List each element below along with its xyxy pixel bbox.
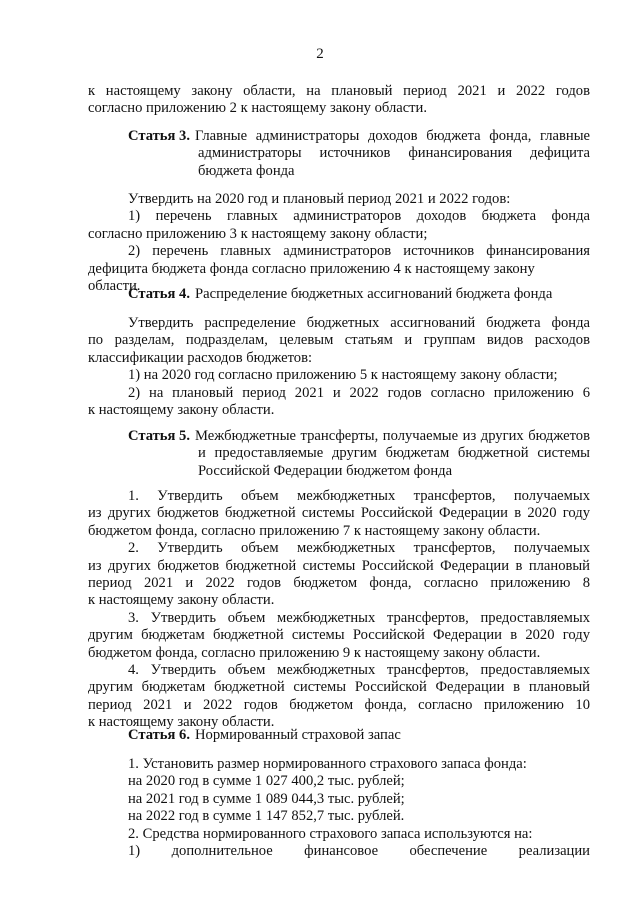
article-title-line: бюджета фонда [198, 162, 295, 179]
article-title-line: Главные администраторы доходов бюджета фонда, главные [195, 128, 590, 144]
article-title-line: Распределение бюджетных ассигнований бюджета фонда [195, 286, 553, 302]
text-line: согласно приложению 2 к настоящему закону области. [88, 100, 428, 117]
text-line: на 2021 год в сумме 1 089 044,3 тыс. рублей; [128, 790, 405, 807]
text-line: период 2021 и 2022 годов бюджетом фонда, согласно приложению 8 [88, 575, 590, 592]
text-line: 1) перечень главных администраторов доходов бюджета фонда [128, 208, 590, 225]
text-line: 2. Средства нормированного страхового запаса используются на: [128, 825, 533, 842]
text-line: 1. Утвердить объем межбюджетных трансфертов, получаемых [128, 488, 590, 504]
article-label: Статья 4. [128, 286, 190, 302]
article-title-line: и предоставляемые другим бюджетам бюджетной системы [198, 445, 590, 462]
article-title-line: Российской Федерации бюджетом фонда [198, 462, 453, 479]
text-line: 2. Утвердить объем межбюджетных трансфертов, получаемых [128, 540, 590, 557]
text-line: другим бюджетам бюджетной системы Российской Федерации в плановый [88, 679, 590, 696]
text-line: к настоящему закону области. [88, 592, 275, 609]
article-5-heading [128, 428, 590, 480]
article-label: Статья 3. [128, 128, 190, 144]
text-line: 1) на 2020 год согласно приложению 5 к настоящему закону области; [128, 367, 558, 384]
page-number: 2 [316, 46, 324, 62]
text-line: дефицита бюджета фонда согласно приложению 4 к настоящему закону области. [88, 260, 535, 295]
text-line: период 2021 и 2022 годов бюджетом фонда, согласно приложению 10 [88, 696, 590, 713]
article-3-body [88, 191, 590, 295]
text-line: к настоящему закону области. [88, 402, 275, 419]
article-title-line: Межбюджетные трансферты, получаемые из других бюджетов [195, 428, 590, 444]
text-line: Утвердить распределение бюджетных ассигнований бюджета фонда [128, 315, 590, 331]
text-line: классификации расходов бюджетов: [88, 349, 313, 366]
text-line: 1) дополнительное финансовое обеспечение реализации [128, 843, 590, 860]
text-line: бюджетом фонда, согласно приложению 7 к настоящему закону области. [88, 522, 541, 539]
text-line: Утвердить на 2020 год и плановый период 2021 и 2022 годов: [128, 191, 511, 207]
article-5-body [88, 488, 590, 732]
text-line: 1. Установить размер нормированного страхового запаса фонда: [128, 756, 527, 772]
text-line: другим бюджетам бюджетной системы Российской Федерации в 2020 году [88, 627, 590, 644]
text-line: по разделам, подразделам, целевым статьям и группам видов расходов [88, 332, 590, 349]
text-line: 3. Утвердить объем межбюджетных трансфертов, предоставляемых [128, 609, 590, 626]
text-line: 2) на плановый период 2021 и 2022 годов согласно приложению 6 [128, 384, 590, 401]
article-6-body [88, 756, 590, 860]
article-3-heading [128, 128, 590, 180]
text-line: бюджетом фонда, согласно приложению 9 к настоящему закону области. [88, 644, 541, 661]
article-label: Статья 6. [128, 727, 190, 743]
article-title-line: администраторы источников финансирования дефицита [198, 145, 590, 162]
text-line: на 2022 год в сумме 1 147 852,7 тыс. рублей. [128, 808, 405, 825]
text-line: согласно приложению 3 к настоящему закону области; [88, 225, 428, 242]
article-4-heading [128, 286, 590, 303]
text-line: из других бюджетов бюджетной системы Российской Федерации в 2020 году [88, 505, 590, 522]
paragraph-continuation [88, 83, 590, 118]
article-label: Статья 5. [128, 428, 190, 444]
text-line: к настоящему закону области, на плановый период 2021 и 2022 годов [88, 83, 590, 99]
text-line: к настоящему закону области. [88, 714, 275, 731]
text-line: 4. Утвердить объем межбюджетных трансфертов, предоставляемых [128, 662, 590, 679]
text-line: из других бюджетов бюджетной системы Российской Федерации в плановый [88, 557, 590, 574]
article-4-body [88, 315, 590, 419]
text-line: 2) перечень главных администраторов источников финансирования [128, 243, 590, 260]
article-title-line: Нормированный страховой запас [195, 727, 401, 743]
article-6-heading [128, 727, 590, 744]
text-line: на 2020 год в сумме 1 027 400,2 тыс. рублей; [128, 773, 405, 790]
